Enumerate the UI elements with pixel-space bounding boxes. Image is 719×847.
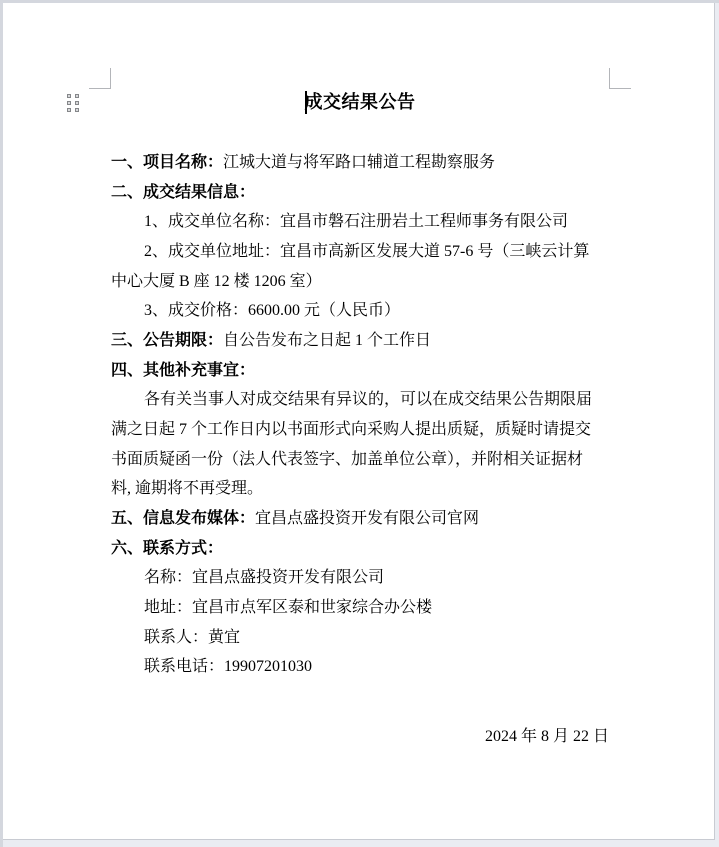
doc-line[interactable]: [111, 474, 610, 504]
line-label: 四、其他补充事宜：: [111, 361, 256, 379]
document-title[interactable]: 成交结果公告: [304, 92, 416, 112]
document-page[interactable]: [3, 3, 715, 840]
doc-line[interactable]: [111, 623, 610, 653]
doc-date[interactable]: 2024 年 8 月 22 日: [484, 728, 609, 745]
line-text: 料, 逾期将不再受理。: [111, 480, 264, 498]
doc-line[interactable]: [111, 237, 610, 267]
line-text: 满之日起 7 个工作日内以书面形式向采购人提出质疑，质疑时请提交: [111, 420, 592, 438]
doc-line[interactable]: [111, 593, 610, 623]
crop-mark-top-left: [110, 68, 111, 89]
doc-line[interactable]: [111, 356, 610, 386]
line-label: 六、联系方式：: [111, 539, 224, 557]
crop-mark-top-left: [89, 88, 111, 89]
doc-line[interactable]: [111, 385, 610, 415]
line-label: 三、公告期限：: [111, 331, 224, 349]
line-label: 二、成交结果信息：: [111, 183, 256, 201]
line-text: 1、成交单位名称：宜昌市磐石注册岩土工程师事务有限公司: [144, 213, 569, 231]
doc-line[interactable]: [111, 504, 610, 534]
line-text: 3、成交价格：6600.00 元（人民币）: [144, 302, 401, 320]
doc-line[interactable]: [111, 207, 610, 237]
doc-line[interactable]: [111, 296, 610, 326]
crop-mark-top-right: [609, 68, 610, 89]
line-text: 联系人：黄宜: [144, 628, 241, 646]
line-text: 名称：宜昌点盛投资开发有限公司: [144, 569, 385, 587]
doc-line[interactable]: [111, 445, 610, 475]
doc-line[interactable]: [111, 148, 610, 178]
document-body[interactable]: [111, 148, 610, 682]
line-label: 一、项目名称：: [111, 154, 224, 171]
line-text: 书面质疑函一份（法人代表签字、加盖单位公章），并附相关证据材: [111, 450, 584, 468]
line-text: 地址：宜昌市点军区泰和世家综合办公楼: [144, 598, 433, 616]
drag-handle-icon[interactable]: [67, 94, 79, 112]
doc-line[interactable]: [111, 652, 610, 682]
doc-line[interactable]: [111, 326, 610, 356]
crop-mark-top-right: [609, 88, 631, 89]
doc-line[interactable]: [111, 415, 610, 445]
line-text: 各有关当事人对成交结果有异议的，可以在成交结果公告期限届: [144, 391, 593, 409]
line-label: 五、信息发布媒体：: [111, 509, 256, 527]
line-text: 联系电话：19907201030: [144, 658, 313, 676]
doc-line[interactable]: [111, 563, 610, 593]
doc-line[interactable]: [111, 178, 610, 208]
line-text: 江城大道与将军路口辅道工程勘察服务: [223, 154, 496, 171]
line-text: 中心大厦 B 座 12 楼 1206 室）: [111, 272, 322, 290]
doc-line[interactable]: [111, 267, 610, 297]
line-text: 2、成交单位地址：宜昌市高新区发展大道 57-6 号（三峡云计算: [144, 242, 590, 260]
doc-line[interactable]: [111, 534, 610, 564]
line-text: 宜昌点盛投资开发有限公司官网: [255, 509, 480, 527]
line-text: 自公告发布之日起 1 个工作日: [223, 331, 432, 349]
